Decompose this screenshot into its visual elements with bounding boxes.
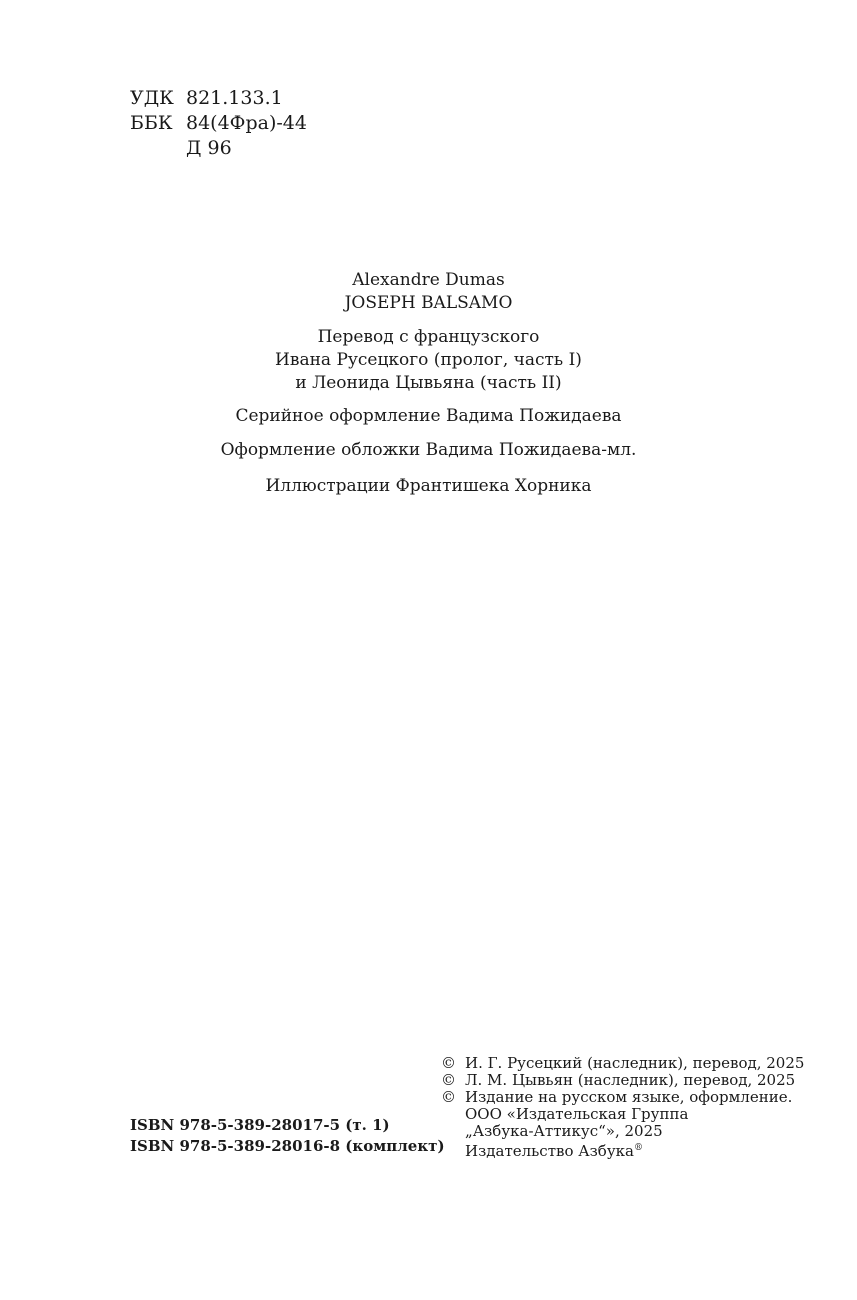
copyright-line-2 (441, 1072, 804, 1089)
series-design-text: Серийное оформление Вадима Пожидаева (235, 406, 622, 426)
imprint-line (441, 1140, 804, 1160)
translation-line-2: Ивана Русецкого (пролог, часть I) (275, 350, 582, 370)
publisher-group-line: „Азбука-Аттикус“», 2025 (465, 1122, 663, 1140)
udk-row (130, 86, 307, 111)
original-title-block (0, 269, 857, 315)
author-mark-row (130, 136, 307, 161)
author-mark: Д 96 (186, 137, 232, 159)
isbn-volume: ISBN 978-5-389-28017-5 (т. 1) (130, 1116, 390, 1134)
copyright-line-3 (441, 1089, 804, 1106)
isbn-set: ISBN 978-5-389-28016-8 (комплект) (130, 1137, 445, 1155)
copyright-line-1 (441, 1055, 804, 1072)
copyright-icon: © (441, 1071, 456, 1089)
publisher-name-line: ООО «Издательская Группа (465, 1105, 689, 1123)
bbk-label: ББК (130, 112, 173, 134)
illustrations-text: Иллюстрации Франтишека Хорника (265, 476, 592, 496)
copyright-icon: © (441, 1088, 456, 1106)
udk-value: 821.133.1 (186, 87, 283, 109)
original-author: Alexandre Dumas (352, 270, 505, 290)
bbk-value: 84(4Фра)-44 (186, 112, 307, 134)
imprint-name: Издательство Азбука (465, 1142, 634, 1160)
illustrations-credit (0, 475, 857, 498)
translation-line-1: Перевод с французского (317, 327, 540, 347)
series-design-credit (0, 405, 857, 428)
isbn-block (130, 1115, 445, 1157)
original-title: JOSEPH BALSAMO (344, 293, 513, 313)
copyright-text-2: Л. М. Цывьян (наследник), перевод, 2025 (465, 1071, 796, 1089)
bbk-row (130, 111, 307, 136)
registered-trademark-icon: ® (633, 1143, 643, 1153)
copyright-text-3: Издание на русском языке, оформление. (465, 1088, 793, 1106)
translation-credits (0, 326, 857, 395)
udk-label: УДК (130, 87, 174, 109)
cover-design-text: Оформление обложки Вадима Пожидаева-мл. (220, 440, 637, 460)
cover-design-credit (0, 439, 857, 462)
classification-codes (130, 86, 307, 161)
translation-line-3: и Леонида Цывьяна (часть II) (295, 373, 562, 393)
copyright-text-1: И. Г. Русецкий (наследник), перевод, 2025 (465, 1054, 805, 1072)
copyright-block (441, 1055, 804, 1160)
copyright-icon: © (441, 1054, 456, 1072)
